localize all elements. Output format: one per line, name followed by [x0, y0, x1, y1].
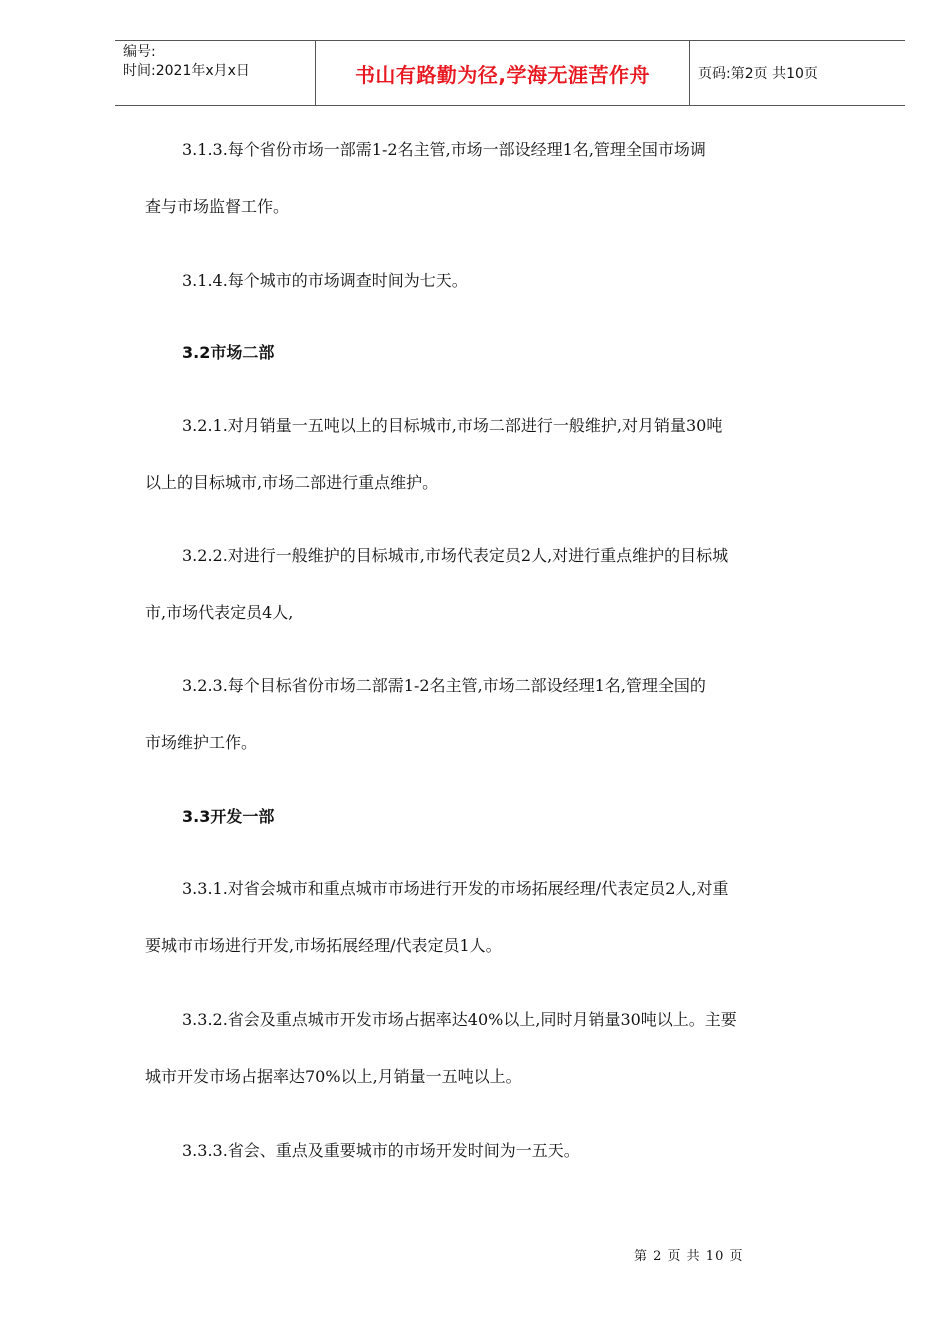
paragraph-3-2-1-line-1: 3.2.1.对月销量一五吨以上的目标城市,市场二部进行一般维护,对月销量30吨 — [182, 416, 723, 435]
section-heading-3-2: 3.2市场二部 — [182, 343, 275, 362]
document-number-label: 编号: — [123, 44, 156, 60]
page-footer: 第 2 页 共 10 页 — [634, 1249, 744, 1264]
header-page-info: 页码:第2页 共10页 — [698, 66, 818, 82]
paragraph-3-2-3-line-1: 3.2.3.每个目标省份市场二部需1-2名主管,市场二部设经理1名,管理全国的 — [182, 676, 706, 695]
paragraph-3-3-1-line-2: 要城市市场进行开发,市场拓展经理/代表定员1人。 — [145, 936, 502, 955]
section-heading-3-3: 3.3开发一部 — [182, 807, 275, 826]
page-header — [115, 40, 905, 106]
header-page-cell — [690, 41, 905, 105]
paragraph-3-3-3: 3.3.3.省会、重点及重要城市的市场开发时间为一五天。 — [182, 1141, 580, 1160]
header-meta-cell — [115, 41, 316, 105]
paragraph-3-2-1-line-2: 以上的目标城市,市场二部进行重点维护。 — [145, 473, 439, 492]
header-motto: 书山有路勤为径,学海无涯苦作舟 — [354, 62, 651, 87]
paragraph-3-1-4: 3.1.4.每个城市的市场调查时间为七天。 — [182, 271, 468, 290]
paragraph-3-1-3-line-2: 查与市场监督工作。 — [145, 197, 290, 216]
paragraph-3-1-3-line-1: 3.1.3.每个省份市场一部需1-2名主管,市场一部设经理1名,管理全国市场调 — [182, 140, 706, 159]
paragraph-3-2-3-line-2: 市场维护工作。 — [145, 733, 258, 752]
paragraph-3-3-1-line-1: 3.3.1.对省会城市和重点城市市场进行开发的市场拓展经理/代表定员2人,对重 — [182, 879, 729, 898]
paragraph-3-2-2-line-2: 市,市场代表定员4人, — [145, 603, 294, 622]
paragraph-3-3-2-line-2: 城市开发市场占据率达70%以上,月销量一五吨以上。 — [145, 1067, 522, 1086]
paragraph-3-3-2-line-1: 3.3.2.省会及重点城市开发市场占据率达40%以上,同时月销量30吨以上。主要 — [182, 1010, 737, 1029]
document-time-label: 时间:2021年x月x日 — [123, 63, 250, 79]
header-motto-cell — [316, 41, 690, 105]
paragraph-3-2-2-line-1: 3.2.2.对进行一般维护的目标城市,市场代表定员2人,对进行重点维护的目标城 — [182, 546, 729, 565]
